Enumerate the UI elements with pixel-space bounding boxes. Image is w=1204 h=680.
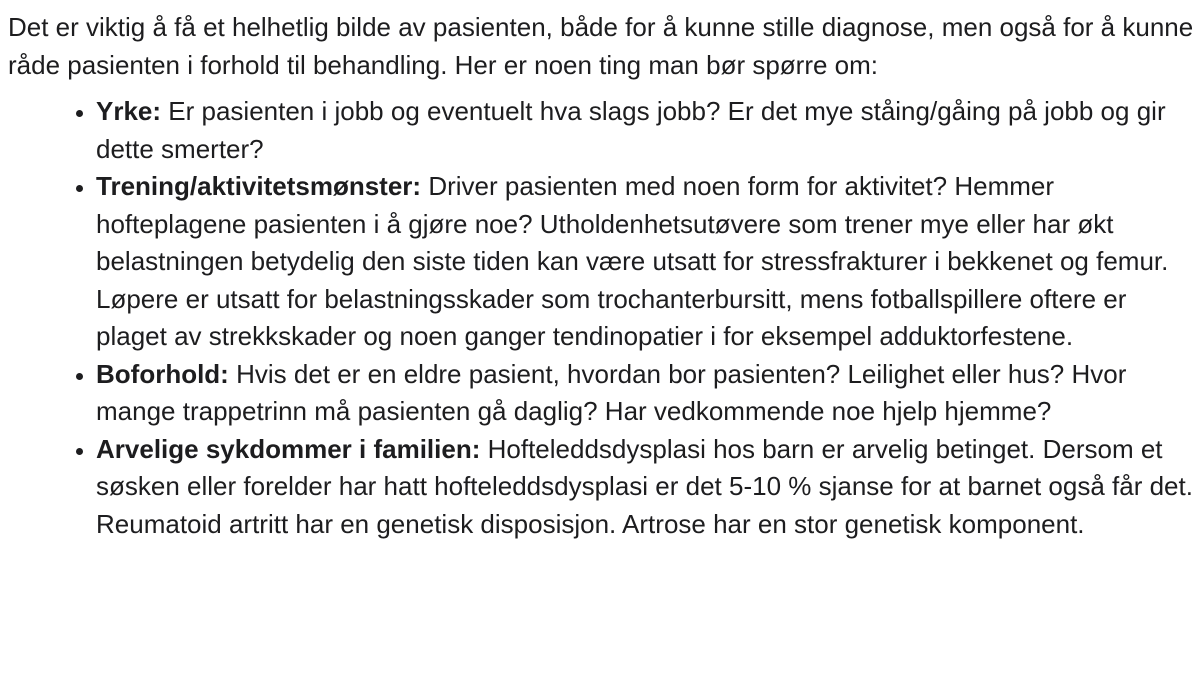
item-text: Driver pasienten med noen form for aktivitet? Hemmer hofteplagene pasienten i å gjøre noe? Utholdenhetsutøvere som trener mye eller har økt belastningen betydelig den siste tiden kan være utsatt for stressfrakturer i bekkenet og femur. Løpere er utsatt for belastningsskader som trochanterbursitt, mens fotballspillere oftere er plaget av strekkskader og noen ganger tendinopatier i for eksempel adduktorfestene. (96, 171, 1169, 351)
list-item-arvelige (96, 431, 1198, 544)
question-list (8, 93, 1198, 543)
item-text: Hvis det er en eldre pasient, hvordan bor pasienten? Leilighet eller hus? Hvor mange trappetrinn må pasienten gå daglig? Har vedkommende noe hjelp hjemme? (96, 358, 1127, 426)
item-term: Boforhold: (96, 358, 229, 389)
list-item-boforhold (96, 356, 1198, 431)
item-term: Yrke: (96, 96, 162, 126)
list-item-yrke (96, 93, 1198, 168)
intro-paragraph: Det er viktig å få et helhetlig bilde av pasienten, både for å kunne stille diagnose, men også for å kunne råde pasienten i forhold til behandling. Her er noen ting man bør spørre om: (8, 12, 1194, 80)
item-text: Hofteleddsdysplasi hos barn er arvelig betinget. Dersom et søsken eller forelder har hatt hofteleddsdysplasi er det 5-10 % sjanse for at barnet også får det. Reumatoid artritt har en genetisk disposisjon. Artrose har en stor genetisk komponent. (96, 433, 1193, 539)
list-item-trening (96, 168, 1198, 356)
item-term: Trening/aktivitetsmønster: (96, 171, 422, 201)
item-term: Arvelige sykdommer i familien: (96, 433, 481, 464)
item-text: Er pasienten i jobb og eventuelt hva slags jobb? Er det mye ståing/gåing på jobb og gir dette smerter? (96, 96, 1166, 164)
